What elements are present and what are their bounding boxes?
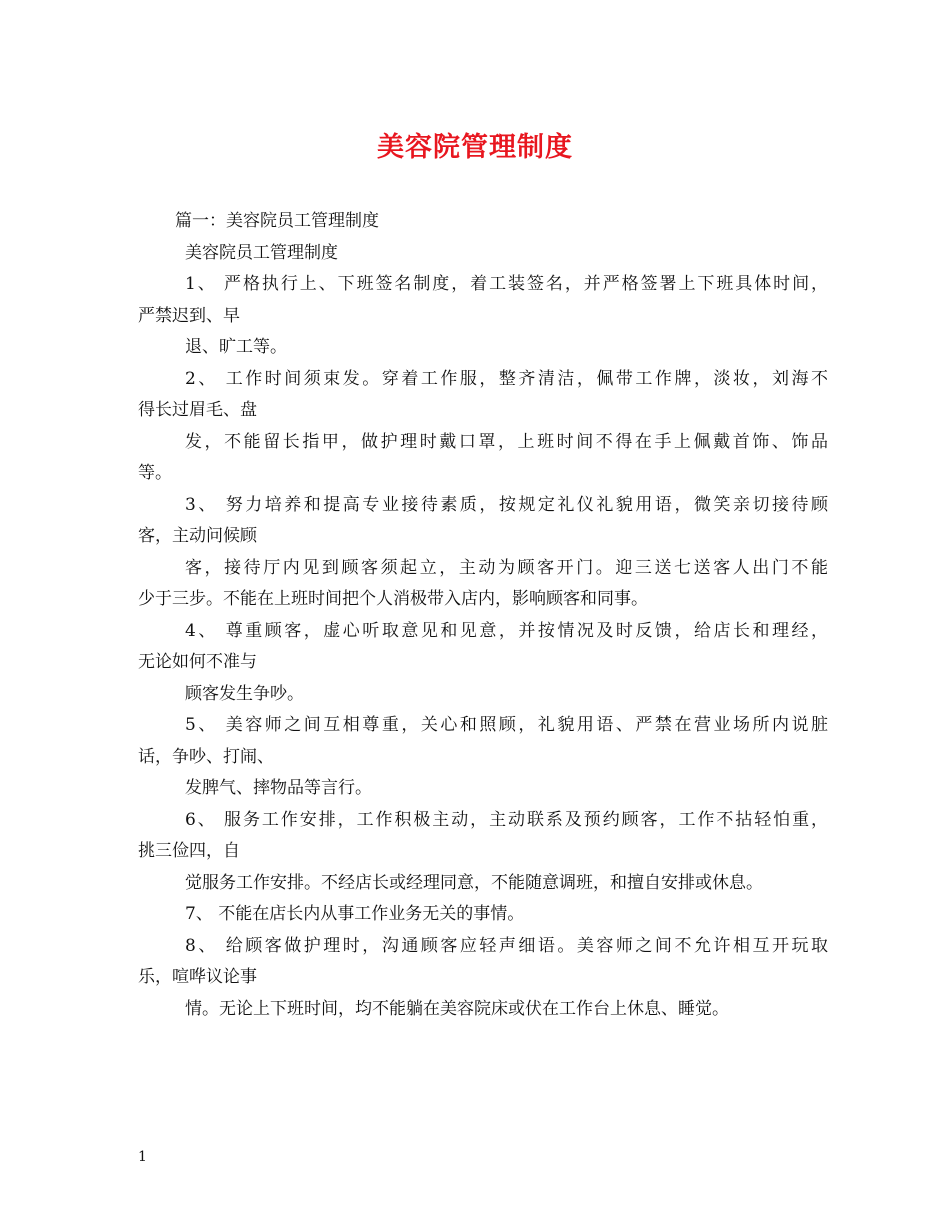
subheading: 美容院员工管理制度 (185, 242, 338, 263)
paragraph-line: 顾客发生争吵。 (185, 683, 304, 704)
paragraph-line: 3、 努力培养和提高专业接待素质，按规定礼仪礼貌用语，微笑亲切接待顾 (185, 494, 828, 515)
paragraph-line: 客，主动问候顾 (138, 526, 257, 546)
paragraph-line: 觉服务工作安排。不经店长或经理同意，不能随意调班，和擅自安排或休息。 (185, 872, 763, 893)
paragraph-line: 6、 服务工作安排，工作积极主动，主动联系及预约顾客，工作不拈轻怕重， (185, 809, 828, 830)
paragraph-line: 等。 (138, 463, 172, 483)
paragraph-line: 2、 工作时间须束发。穿着工作服，整齐清洁，佩带工作牌，淡妆，刘海不 (185, 368, 828, 389)
paragraph-line: 发，不能留长指甲，做护理时戴口罩，上班时间不得在手上佩戴首饰、饰品 (185, 431, 828, 452)
paragraph-line: 严禁迟到、早 (138, 305, 240, 326)
paragraph-line: 7、 不能在店长内从事工作业务无关的事情。 (185, 904, 525, 924)
paragraph-line: 无论如何不准与 (138, 652, 257, 672)
paragraph-line: 得长过眉毛、盘 (138, 400, 257, 420)
paragraph-line: 乐，喧哗议论事 (138, 967, 257, 987)
paragraph-line: 少于三步。不能在上班时间把个人消极带入店内，影响顾客和同事。 (138, 589, 648, 609)
paragraph-line: 5、 美容师之间互相尊重，关心和照顾，礼貌用语、严禁在营业场所内说脏 (185, 715, 828, 735)
paragraph-line: 客，接待厅内见到顾客须起立，主动为顾客开门。迎三送七送客人出门不能 (185, 557, 828, 578)
paragraph-line: 挑三俭四，自 (138, 841, 240, 861)
page-number: 1 (138, 1149, 147, 1165)
paragraph-line: 4、 尊重顾客，虚心听取意见和见意，并按情况及时反馈，给店长和理经， (185, 620, 828, 641)
paragraph-line: 情。无论上下班时间，均不能躺在美容院床或伏在工作台上休息、睡觉。 (185, 998, 729, 1019)
paragraph-line: 退、旷工等。 (185, 337, 287, 357)
section-heading: 篇一：美容院员工管理制度 (175, 211, 379, 231)
paragraph-line: 1、 严格执行上、下班签名制度，着工装签名，并严格签署上下班具体时间， (185, 274, 828, 294)
paragraph-line: 发脾气、摔物品等言行。 (185, 778, 372, 798)
document-body (138, 206, 828, 1025)
paragraph-line: 话，争吵、打闹、 (138, 746, 274, 767)
paragraph-line: 8、 给顾客做护理时，沟通顾客应轻声细语。美容师之间不允许相互开玩取 (185, 935, 828, 956)
document-title: 美容院管理制度 (377, 132, 573, 163)
